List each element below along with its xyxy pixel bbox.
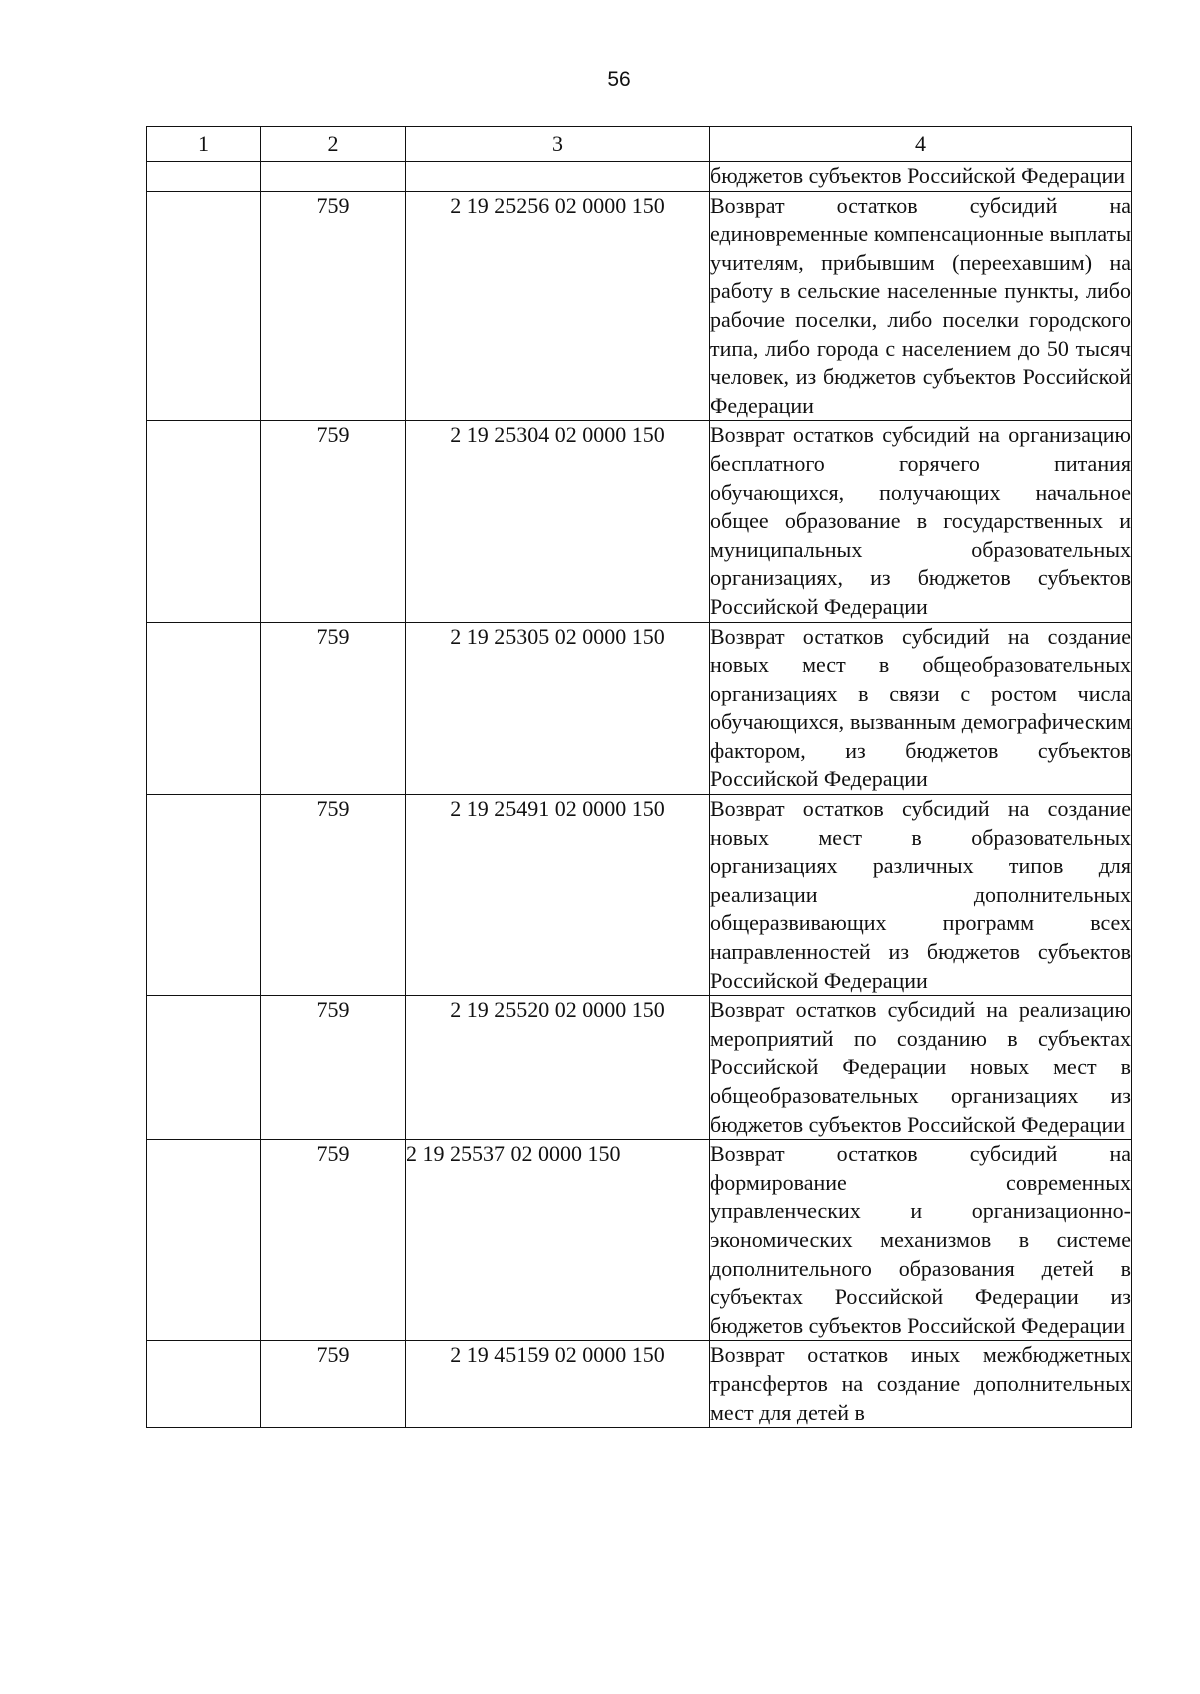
admin-code-cell: 759 [261, 795, 406, 996]
table-row [147, 1140, 1132, 1341]
admin-code-cell: 759 [261, 421, 406, 622]
table-row [147, 162, 1132, 192]
income-name-cell: бюджетов субъектов Российской Федерации [710, 162, 1132, 192]
header-col-2: 2 [261, 127, 406, 162]
kbk-code-cell [406, 162, 710, 192]
row-col1-cell [147, 622, 261, 795]
income-name-cell: Возврат остатков субсидий на создание новых мест в образовательных организациях различных типов для реализации дополнительных общеразвивающих программ всех направленностей из бюджетов субъектов Российской Федерации [710, 795, 1132, 996]
table-row [147, 622, 1132, 795]
kbk-code-cell: 2 19 25304 02 0000 150 [406, 421, 710, 622]
page-number: 56 [607, 68, 631, 91]
header-col-1: 1 [147, 127, 261, 162]
admin-code-cell: 759 [261, 191, 406, 421]
income-name-cell: Возврат остатков субсидий на формирование современных управленческих и организационно-экономических механизмов в системе дополнительного образования детей в субъектах Российской Федерации из бюджетов субъектов Российской Федерации [710, 1140, 1132, 1341]
kbk-code-cell: 2 19 25520 02 0000 150 [406, 996, 710, 1140]
income-name-cell: Возврат остатков субсидий на единовременные компенсационные выплаты учителям, прибывшим (переехавшим) на работу в сельские населенные пункты, либо рабочие поселки, либо поселки городского типа, либо города с населением до 50 тысяч человек, из бюджетов субъектов Российской Федерации [710, 191, 1132, 421]
row-col1-cell [147, 996, 261, 1140]
admin-code-cell: 759 [261, 1341, 406, 1428]
header-col-3: 3 [406, 127, 710, 162]
header-col-4: 4 [710, 127, 1132, 162]
table-row [147, 191, 1132, 421]
kbk-code-cell: 2 19 25537 02 0000 150 [406, 1140, 710, 1341]
income-name-cell: Возврат остатков субсидий на реализацию мероприятий по созданию в субъектах Российской Федерации новых мест в общеобразовательных организациях из бюджетов субъектов Российской Федерации [710, 996, 1132, 1140]
admin-code-cell: 759 [261, 1140, 406, 1341]
table-row [147, 421, 1132, 622]
admin-code-cell: 759 [261, 996, 406, 1140]
row-col1-cell [147, 795, 261, 996]
table-header-row [147, 127, 1132, 162]
row-col1-cell [147, 421, 261, 622]
admin-code-cell: 759 [261, 622, 406, 795]
income-name-cell: Возврат остатков иных межбюджетных трансфертов на создание дополнительных мест для детей в [710, 1341, 1132, 1428]
budget-classification-table [146, 126, 1132, 1428]
income-name-cell: Возврат остатков субсидий на организацию бесплатного горячего питания обучающихся, получающих начальное общее образование в государственных и муниципальных образовательных организациях, из бюджетов субъектов Российской Федерации [710, 421, 1132, 622]
row-col1-cell [147, 191, 261, 421]
kbk-code-cell: 2 19 25491 02 0000 150 [406, 795, 710, 996]
table-row [147, 1341, 1132, 1428]
row-col1-cell [147, 1341, 261, 1428]
table-row [147, 996, 1132, 1140]
income-name-cell: Возврат остатков субсидий на создание новых мест в общеобразовательных организациях в связи с ростом числа обучающихся, вызванным демографическим фактором, из бюджетов субъектов Российской Федерации [710, 622, 1132, 795]
kbk-code-cell: 2 19 25305 02 0000 150 [406, 622, 710, 795]
admin-code-cell [261, 162, 406, 192]
kbk-code-cell: 2 19 25256 02 0000 150 [406, 191, 710, 421]
table-row [147, 795, 1132, 996]
kbk-code-cell: 2 19 45159 02 0000 150 [406, 1341, 710, 1428]
row-col1-cell [147, 162, 261, 192]
row-col1-cell [147, 1140, 261, 1341]
